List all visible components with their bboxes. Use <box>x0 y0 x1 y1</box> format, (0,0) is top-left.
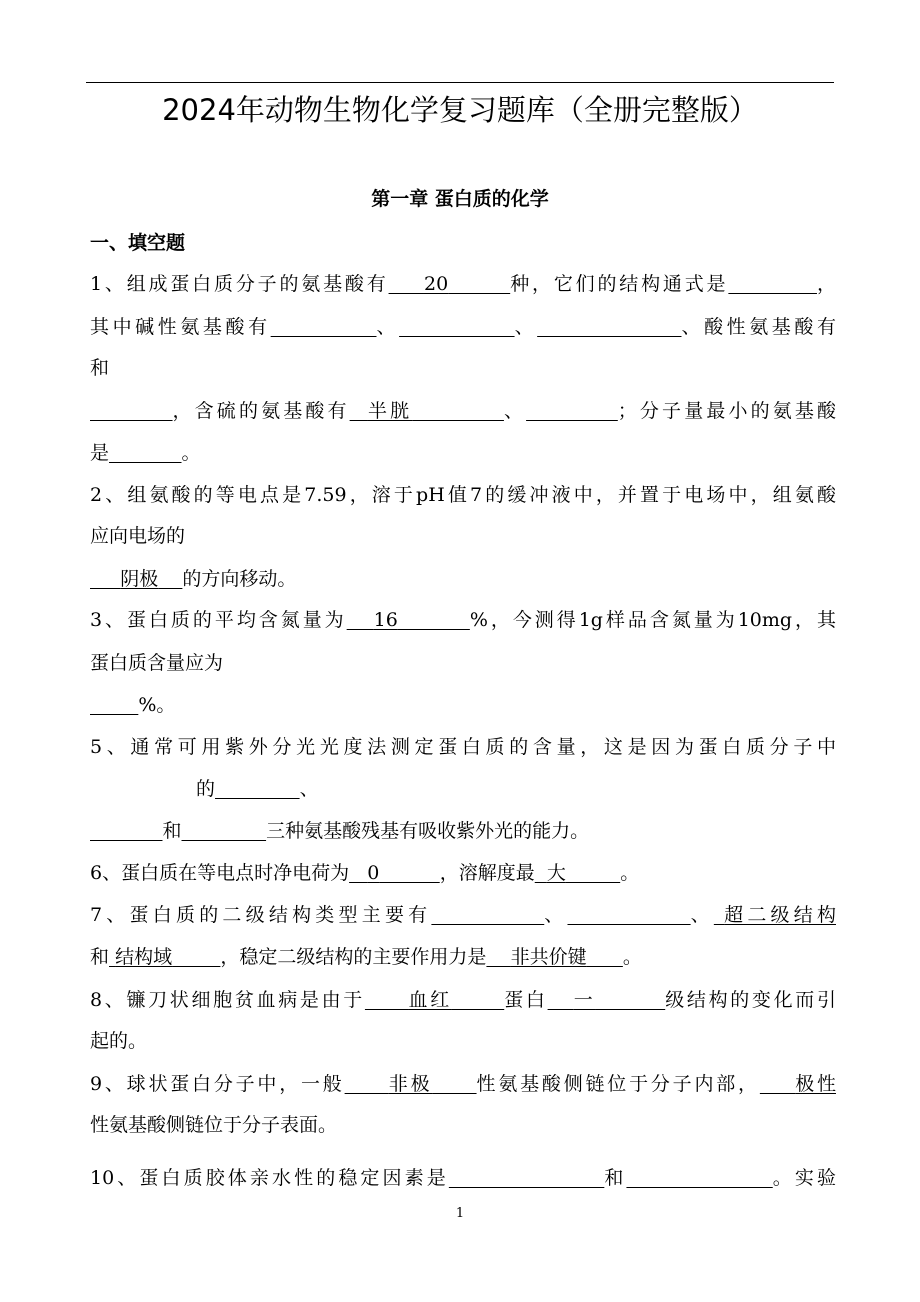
question-1-line-4: ，含硫的氨基酸有 半胱 、 ；分子量最小的氨基酸 <box>172 400 836 422</box>
section-heading: 一、填空题 <box>90 232 186 254</box>
question-10-line-1: 10、蛋白质胶体亲水性的稳定因素是 和 。实验 <box>90 1167 836 1189</box>
question-3-line-3: %。 <box>138 694 176 716</box>
question-5-line-2: 的 、 <box>196 778 319 800</box>
chapter-heading: 第一章 蛋白质的化学 <box>371 188 549 210</box>
answer-blank: 半胱 <box>367 400 413 422</box>
answer-blank: 结构域 <box>115 946 173 968</box>
answer-blank: 血红 <box>408 989 452 1011</box>
question-5-line-1: 5、通常可用紫外分光光度法测定蛋白质的含量，这是因为蛋白质分子中 <box>90 736 836 758</box>
header-rule <box>86 82 834 83</box>
question-8-line-1: 8、镰刀状细胞贫血病是由于 血红 蛋白 一 级结构的变化而引 <box>90 989 836 1011</box>
question-9-line-1: 9、球状蛋白分子中，一般 非极 性氨基酸侧链位于分子内部， 极性 <box>90 1073 836 1095</box>
question-7-line-1: 7、蛋白质的二级结构类型主要有 、 、 超二级结构 <box>90 904 836 926</box>
question-1-line-5: 是 。 <box>90 442 201 464</box>
question-3-line-1: 3、蛋白质的平均含氮量为 16 %，今测得1g样品含氮量为10mg，其 <box>90 609 836 631</box>
answer-blank: 20 <box>423 273 449 295</box>
question-1-line-3: 和 <box>90 357 110 379</box>
question-2-line-2: 应向电场的 <box>90 525 186 547</box>
answer-blank: 0 <box>367 862 380 884</box>
question-1-line-1: 1、组成蛋白质分子的氨基酸有 20 种，它们的结构通式是 ， <box>90 273 836 295</box>
answer-blank: 大 <box>546 862 566 884</box>
answer-blank: 阴极 <box>120 568 159 590</box>
question-8-line-2: 起的。 <box>90 1030 148 1052</box>
answer-blank: 一 <box>573 989 596 1011</box>
question-2-line-1: 2、组氨酸的等电点是7.59，溶于pH值7的缓冲液中，并置于电场中，组氨酸 <box>90 484 836 506</box>
answer-blank: 极性 <box>795 1073 836 1095</box>
question-1-line-2: 其中碱性氨基酸有 、 、 、酸性氨基酸有 <box>90 316 836 338</box>
question-2-line-3: 阴极 的方向移动。 <box>120 568 297 590</box>
page-number: 1 <box>455 1206 465 1221</box>
answer-blank: 超二级结构 <box>724 904 836 926</box>
question-7-line-2: 和 结构域 ，稳定二级结构的主要作用力是 非共价键 。 <box>90 946 642 968</box>
question-6-line-1: 6、蛋白质在等电点时净电荷为 0 ，溶解度最 大 。 <box>90 862 640 884</box>
answer-blank: 16 <box>373 609 398 631</box>
question-3-line-2: 蛋白质含量应为 <box>90 652 224 674</box>
document-title: 2024年动物生物化学复习题库（全册完整版） <box>162 93 758 127</box>
question-9-line-2: 性氨基酸侧链位于分子表面。 <box>90 1114 338 1136</box>
answer-blank: 非共价键 <box>510 946 587 968</box>
answer-blank: 非极 <box>388 1073 433 1095</box>
question-5-line-3: 和 三种氨基酸残基有吸收紫外光的能力。 <box>162 820 590 842</box>
